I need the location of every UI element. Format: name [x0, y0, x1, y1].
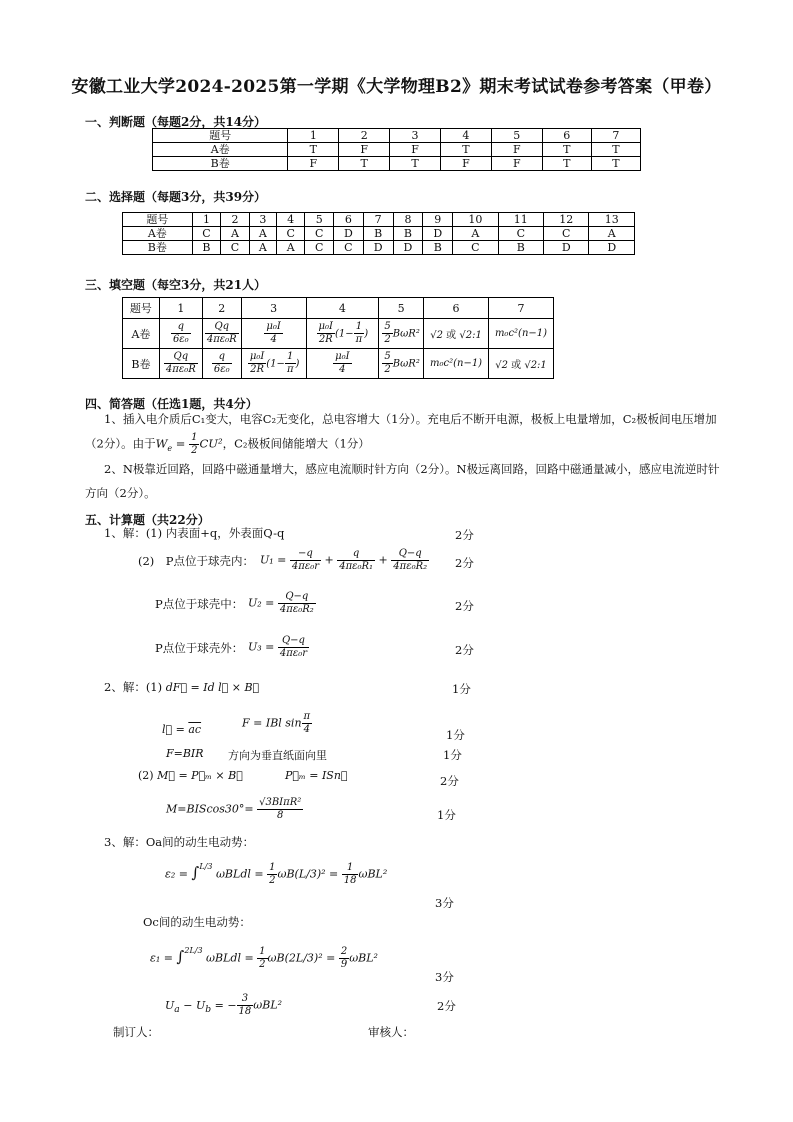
table-cell: $\frac{5}{2}$ BωR²: [379, 319, 424, 349]
table-cell: 4: [440, 129, 491, 143]
table-row: [123, 213, 635, 227]
q1-p-in-label: (2) P点位于球壳内：: [138, 554, 255, 568]
formula-f-bir: F=BIR: [166, 747, 204, 760]
score: 1分: [437, 808, 456, 822]
answer-1-post: ，C₂极板间储能增大（1分）: [222, 436, 370, 451]
table-cell: 2: [202, 298, 241, 319]
table-cell: 9: [423, 213, 453, 227]
table-cell: F: [339, 143, 390, 157]
table-cell: 6: [334, 213, 364, 227]
q3-line-1: 3、解：Oa间的动生电动势：: [104, 835, 255, 849]
table-cell: $\frac{q}{\text{6ε₀}}$: [202, 349, 241, 379]
table-cell: 1: [159, 298, 202, 319]
or-text: 或: [446, 330, 457, 341]
table-cell: D: [423, 227, 453, 241]
table-cell: 7: [363, 213, 393, 227]
score: 2分: [440, 774, 459, 788]
table-cell: D: [544, 241, 589, 255]
table-cell: √2 或 √2:1: [424, 319, 489, 349]
table-cell: T: [390, 157, 441, 171]
or-text: 或: [511, 360, 522, 371]
formula-u1: U₁ = $\frac{-q}{\text{4πε₀r}}$ + $\frac{q}{\text{4πε₀R₁}}$ + $\frac{Q-q}{\text{4πε₀R₂}}$: [260, 548, 428, 572]
table-cell: D: [589, 241, 635, 255]
q2-direction: 方向为垂直纸面向里: [228, 749, 327, 762]
table-cell: T: [542, 157, 591, 171]
table-cell: C: [192, 227, 221, 241]
table-row: [123, 227, 635, 241]
table-cell: m₀c²(n−1): [489, 319, 554, 349]
table-cell: 2: [221, 213, 250, 227]
table-row: [123, 241, 635, 255]
score: 1分: [443, 748, 462, 762]
table-cell: A卷: [153, 143, 288, 157]
table-cell: 2: [339, 129, 390, 143]
choice-table: [122, 212, 635, 255]
table-cell: C: [305, 227, 334, 241]
table-cell: A: [221, 227, 250, 241]
table-cell: T: [591, 157, 640, 171]
table-cell: B: [363, 227, 393, 241]
table-cell: 题号: [153, 129, 288, 143]
q1-p-mid-label: P点位于球壳中：: [155, 597, 244, 611]
table-cell: 1: [192, 213, 221, 227]
table-row: [153, 143, 641, 157]
section-3-heading: 三、填空题（每空3分，共21人）: [85, 278, 267, 292]
formula-m: M=BIScos30°= $\frac{\text{√3BIπR²}}{8}$: [166, 797, 302, 821]
judgment-table: [152, 128, 641, 171]
table-row: [153, 129, 641, 143]
table-cell: A: [249, 227, 276, 241]
table-cell: 8: [393, 213, 423, 227]
score: 2分: [455, 528, 474, 542]
formula-u2: U₂ = $\frac{Q-q}{\text{4πε₀R₂}}$: [248, 591, 314, 615]
table-cell: C: [221, 241, 250, 255]
table-cell: 6: [542, 129, 591, 143]
table-cell: $\frac{\text{μ₀I}}{4}$: [306, 349, 379, 379]
table-cell: 3: [390, 129, 441, 143]
table-cell: C: [334, 241, 364, 255]
answer-2-line-1: 2、N极靠近回路，回路中磁通量增大，感应电流顺时针方向（2分）。N极远离回路，回路中磁通量减小，感应电流逆时针: [104, 462, 720, 476]
score: 1分: [452, 682, 471, 696]
page-title: 安徽工业大学2024-2025第一学期《大学物理B2》期末考试试卷参考答案（甲卷）: [71, 77, 722, 97]
table-cell: $\frac{q}{\text{6ε₀}}$: [159, 319, 202, 349]
table-cell: D: [334, 227, 364, 241]
fill-blank-table: [122, 297, 554, 379]
answer-1-line-2: （2分）。由于$W_e$ = $\frac{1}{2}$ CU²，C₂极板间储能增大（1分）: [85, 432, 370, 456]
table-cell: 4: [276, 213, 305, 227]
table-cell: A卷: [123, 227, 193, 241]
table-cell: $\frac{Qq}{\text{4πε₀R}}$: [202, 319, 241, 349]
table-cell: F: [288, 157, 339, 171]
table-cell: C: [305, 241, 334, 255]
table-cell: 6: [424, 298, 489, 319]
table-row: [123, 298, 554, 319]
answer-1-line-1: 1、插入电介质后C₁变大，电容C₂无变化，总电容增大（1分）。充电后不断开电源，极板上电量增加，C₂极板间电压增加: [104, 412, 717, 426]
footer-maker: 制订人：: [113, 1025, 159, 1039]
table-row: [123, 319, 554, 349]
section-5-heading: 五、计算题（共22分）: [85, 513, 210, 527]
table-cell: A: [249, 241, 276, 255]
formula-e2: ε₂ = ∫$^{L/3}$ ωBLdl = $\frac{1}{2}$ ωB(L/3)² = $\frac{1}{18}$ ωBL²: [165, 862, 388, 886]
section-2-heading: 二、选择题（每题3分，共39分）: [85, 190, 267, 204]
score: 2分: [455, 556, 474, 570]
table-cell: 5: [379, 298, 424, 319]
table-cell: T: [440, 143, 491, 157]
answer-1-pre: （2分）。由于: [85, 436, 156, 451]
table-cell: D: [363, 241, 393, 255]
table-cell: B卷: [123, 241, 193, 255]
table-row: [123, 349, 554, 379]
table-cell: A卷: [123, 319, 160, 349]
section-1-heading: 一、判断题（每题2分，共14分）: [85, 115, 267, 129]
table-cell: C: [498, 227, 543, 241]
table-cell: B卷: [123, 349, 160, 379]
table-cell: A: [276, 241, 305, 255]
table-cell: 4: [306, 298, 379, 319]
formula-uab: $U_a - U_b$ = − $\frac{3}{18}$ ωBL²: [165, 993, 283, 1017]
table-cell: F: [390, 143, 441, 157]
formula-l-ac: l⃗ = $\overline{ac}$: [162, 723, 202, 736]
table-cell: T: [339, 157, 390, 171]
score: 2分: [455, 599, 474, 613]
table-cell: F: [440, 157, 491, 171]
q2-label: 2、解：(1): [104, 680, 163, 694]
table-cell: $\frac{\text{μ₀I}}{2R}$ (1− $\frac{1}{\pi}$ ): [306, 319, 379, 349]
table-cell: 5: [305, 213, 334, 227]
table-cell: B: [498, 241, 543, 255]
table-cell: $\frac{Qq}{\text{4πε₀R}}$: [159, 349, 202, 379]
score: 2分: [455, 643, 474, 657]
table-cell: C: [453, 241, 498, 255]
q2-part-2-label: (2): [138, 769, 154, 782]
table-cell: 题号: [123, 298, 160, 319]
formula-pm: P⃗ₘ = ISn⃗: [285, 769, 348, 782]
table-cell: F: [491, 157, 542, 171]
score: 1分: [446, 728, 465, 742]
table-cell: 7: [591, 129, 640, 143]
table-cell: 5: [491, 129, 542, 143]
table-cell: 11: [498, 213, 543, 227]
q1-line-1: 1、解：(1) 内表面+q，外表面Q-q: [104, 526, 285, 540]
table-cell: 12: [544, 213, 589, 227]
table-cell: 7: [489, 298, 554, 319]
footer-reviewer: 审核人：: [368, 1025, 414, 1039]
q3-oc-label: Oc间的动生电动势：: [143, 915, 251, 929]
table-cell: 3: [241, 298, 306, 319]
table-cell: A: [589, 227, 635, 241]
formula-e1: ε₁ = ∫$^{2L/3}$ ωBLdl = $\frac{1}{2}$ ωB(2L/3)² = $\frac{2}{9}$ ωBL²: [150, 946, 378, 970]
table-cell: B: [192, 241, 221, 255]
table-cell: $\frac{5}{2}$ BωR²: [379, 349, 424, 379]
table-cell: √2 或 √2:1: [489, 349, 554, 379]
table-cell: T: [591, 143, 640, 157]
table-cell: C: [276, 227, 305, 241]
table-cell: T: [542, 143, 591, 157]
section-4-heading: 四、简答题（任选1题，共4分）: [85, 397, 258, 411]
table-cell: $\frac{\text{μ₀I}}{2R}$ (1− $\frac{1}{\pi}$ ): [241, 349, 306, 379]
formula-u3: U₃ = $\frac{Q-q}{\text{4πε₀r}}$: [248, 635, 307, 659]
table-cell: A: [453, 227, 498, 241]
table-cell: T: [288, 143, 339, 157]
table-cell: B: [393, 227, 423, 241]
table-cell: 题号: [123, 213, 193, 227]
q1-p-out-label: P点位于球壳外：: [155, 641, 244, 655]
q2-part-2: (2) M⃗ = P⃗ₘ × B⃗: [138, 769, 243, 782]
table-cell: 1: [288, 129, 339, 143]
formula-f: F = IBl sin $\frac{\pi}{4}$: [242, 711, 311, 735]
score: 3分: [435, 896, 454, 910]
table-cell: D: [393, 241, 423, 255]
score: 2分: [437, 999, 456, 1013]
q2-line-1: 2、解：(1) dF⃗ = Id l⃗ × B⃗: [104, 680, 260, 694]
table-row: [153, 157, 641, 171]
table-cell: 3: [249, 213, 276, 227]
table-cell: $\frac{\text{μ₀I}}{4}$: [241, 319, 306, 349]
table-cell: B: [423, 241, 453, 255]
score: 3分: [435, 970, 454, 984]
table-cell: B卷: [153, 157, 288, 171]
table-cell: m₀c²(n−1): [424, 349, 489, 379]
table-cell: 13: [589, 213, 635, 227]
table-cell: 10: [453, 213, 498, 227]
answer-2-line-2: 方向（2分）。: [85, 486, 156, 500]
table-cell: C: [544, 227, 589, 241]
table-cell: F: [491, 143, 542, 157]
